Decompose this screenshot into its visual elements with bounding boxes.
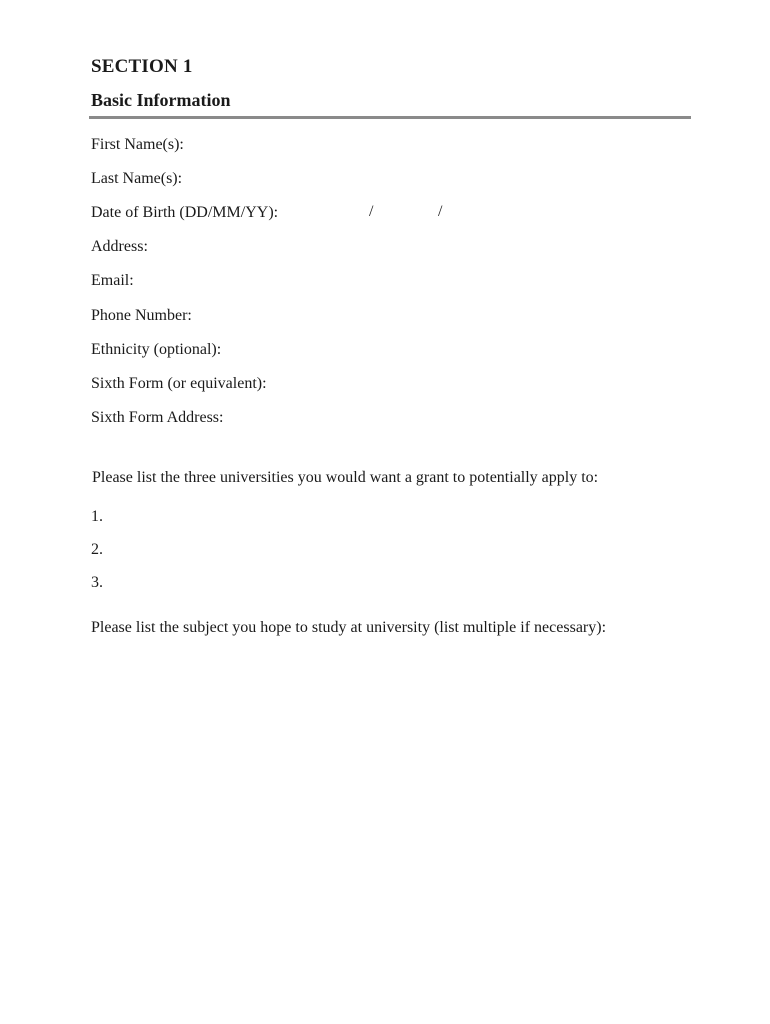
- phone-label: Phone Number:: [91, 307, 192, 324]
- section-title: Basic Information: [91, 90, 231, 110]
- section-label: SECTION 1: [91, 56, 193, 77]
- last-name-label: Last Name(s):: [91, 170, 183, 187]
- university-item-2: 2.: [91, 541, 103, 558]
- sixth-form-label: Sixth Form (or equivalent):: [91, 375, 267, 392]
- university-item-3: 3.: [91, 574, 103, 591]
- universities-prompt: Please list the three universities you would want a grant to potentially apply to:: [92, 469, 599, 486]
- university-item-1: 1.: [91, 508, 103, 525]
- dob-separator-2: /: [438, 203, 443, 220]
- dob-separator-1: /: [369, 203, 374, 220]
- subject-prompt: Please list the subject you hope to study at university (list multiple if necessary):: [91, 619, 607, 636]
- first-name-label: First Name(s):: [91, 136, 184, 153]
- section-divider: [89, 116, 691, 119]
- email-label: Email:: [91, 272, 134, 289]
- ethnicity-label: Ethnicity (optional):: [91, 341, 222, 358]
- address-label: Address:: [91, 238, 148, 255]
- sixth-form-address-label: Sixth Form Address:: [91, 409, 224, 426]
- dob-label: Date of Birth (DD/MM/YY):: [91, 204, 279, 221]
